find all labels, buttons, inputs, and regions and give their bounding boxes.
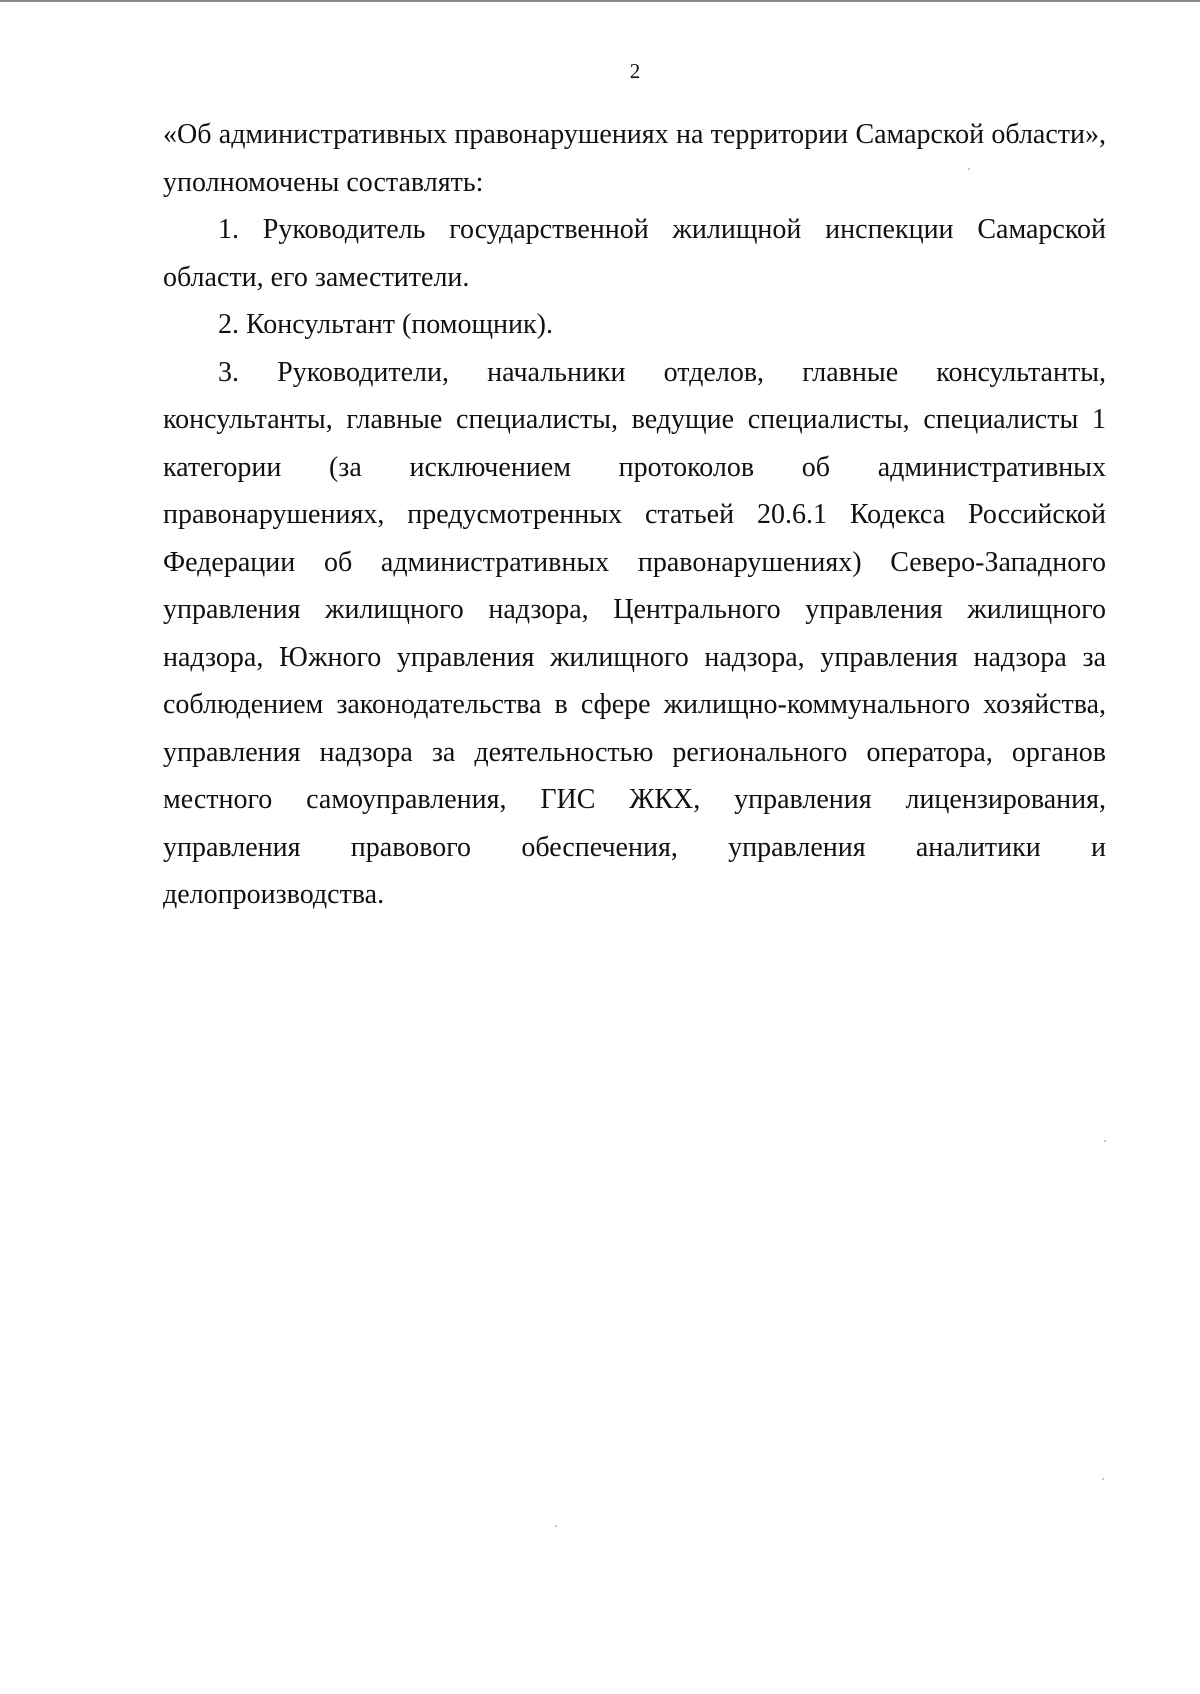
page-number: 2 [629, 59, 641, 83]
scan-speck [1104, 1140, 1106, 1142]
paragraph-item-2: 2. Консультант (помощник). [218, 309, 553, 340]
document-body [163, 111, 1106, 919]
scan-speck [1102, 1478, 1104, 1480]
scan-top-edge [0, 0, 1200, 2]
scan-speck [555, 1525, 557, 1527]
paragraph-item-1: 1. Руководитель государственной жилищной инспекции Самарской области, его заместители. [163, 214, 1106, 293]
paragraph-item-3: 3. Руководители, начальники отделов, главные консультанты, консультанты, главные специалисты, ведущие специалисты, специалисты 1 категории (за исключением протоколов об административных правонарушениях, предусмотренных статьей 20.6.1 Кодекса Российской Федерации об административных правонарушениях) Северо-Западного управления жилищного надзора, Центрального управления жилищного надзора, Южного управления жилищного надзора, управления надзора за соблюдением законодательства в сфере жилищно-коммунального хозяйства, управления надзора за деятельностью регионального оператора, органов местного самоуправления, ГИС ЖКХ, управления лицензирования, управления правового обеспечения, управления аналитики и делопроизводства. [163, 356, 1106, 910]
scan-speck [968, 168, 970, 170]
paragraph-intro: «Об административных правонарушениях на территории Самарской области», уполномочены составлять: [163, 119, 1106, 198]
